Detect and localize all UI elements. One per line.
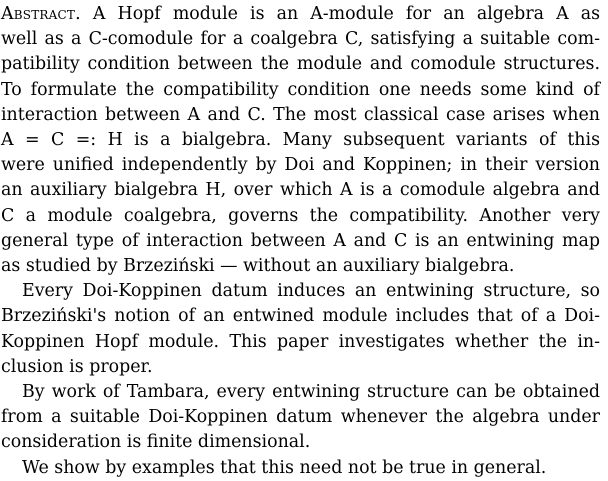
abstract-paragraph-1: [1, 2, 600, 279]
text-line: as studied by Brzeziński — without an auxiliary bialgebra.: [1, 256, 515, 277]
text-line-content: A Hopf module is an A-module for an algebra A as: [92, 4, 600, 24]
text-line: We show by examples that this need not be true in general.: [22, 457, 547, 478]
text-line: Brzeziński's notion of an entwined module includes that of a Doi-: [1, 306, 600, 327]
text-line: an auxiliary bialgebra H, over which A is a comodule algebra and: [1, 180, 600, 201]
text-line: A = C =: H is a bialgebra. Many subsequent variants of this: [1, 130, 600, 151]
text-line: [1, 2, 600, 27]
text-line: patibility condition between the module and comodule structures.: [1, 54, 600, 75]
text-line: consideration is finite dimensional.: [1, 432, 311, 453]
text-line: general type of interaction between A and C is an entwining map: [1, 230, 600, 251]
abstract-heading: Abstract.: [1, 4, 81, 24]
text-line: To formulate the compatibility condition one needs some kind of: [1, 79, 600, 100]
abstract-paragraph-4: [1, 456, 600, 481]
text-line: C a module coalgebra, governs the compatibility. Another very: [1, 205, 600, 226]
text-line: Every Doi-Koppinen datum induces an entwining structure, so: [22, 281, 600, 302]
text-line: By work of Tambara, every entwining structure can be obtained: [22, 382, 600, 403]
text-line: clusion is proper.: [1, 356, 153, 377]
abstract-paragraph-3: [1, 380, 600, 456]
abstract-paragraph-2: [1, 279, 600, 380]
text-line: interaction between A and C. The most classical case arises when: [1, 104, 600, 125]
text-line: Koppinen Hopf module. This paper investigates whether the in-: [1, 331, 600, 352]
text-line: well as a C-comodule for a coalgebra C, satisfying a suitable com-: [1, 29, 600, 50]
text-line: from a suitable Doi-Koppinen datum whenever the algebra under: [1, 407, 600, 428]
text-line: were unified independently by Doi and Koppinen; in their version: [1, 155, 600, 176]
